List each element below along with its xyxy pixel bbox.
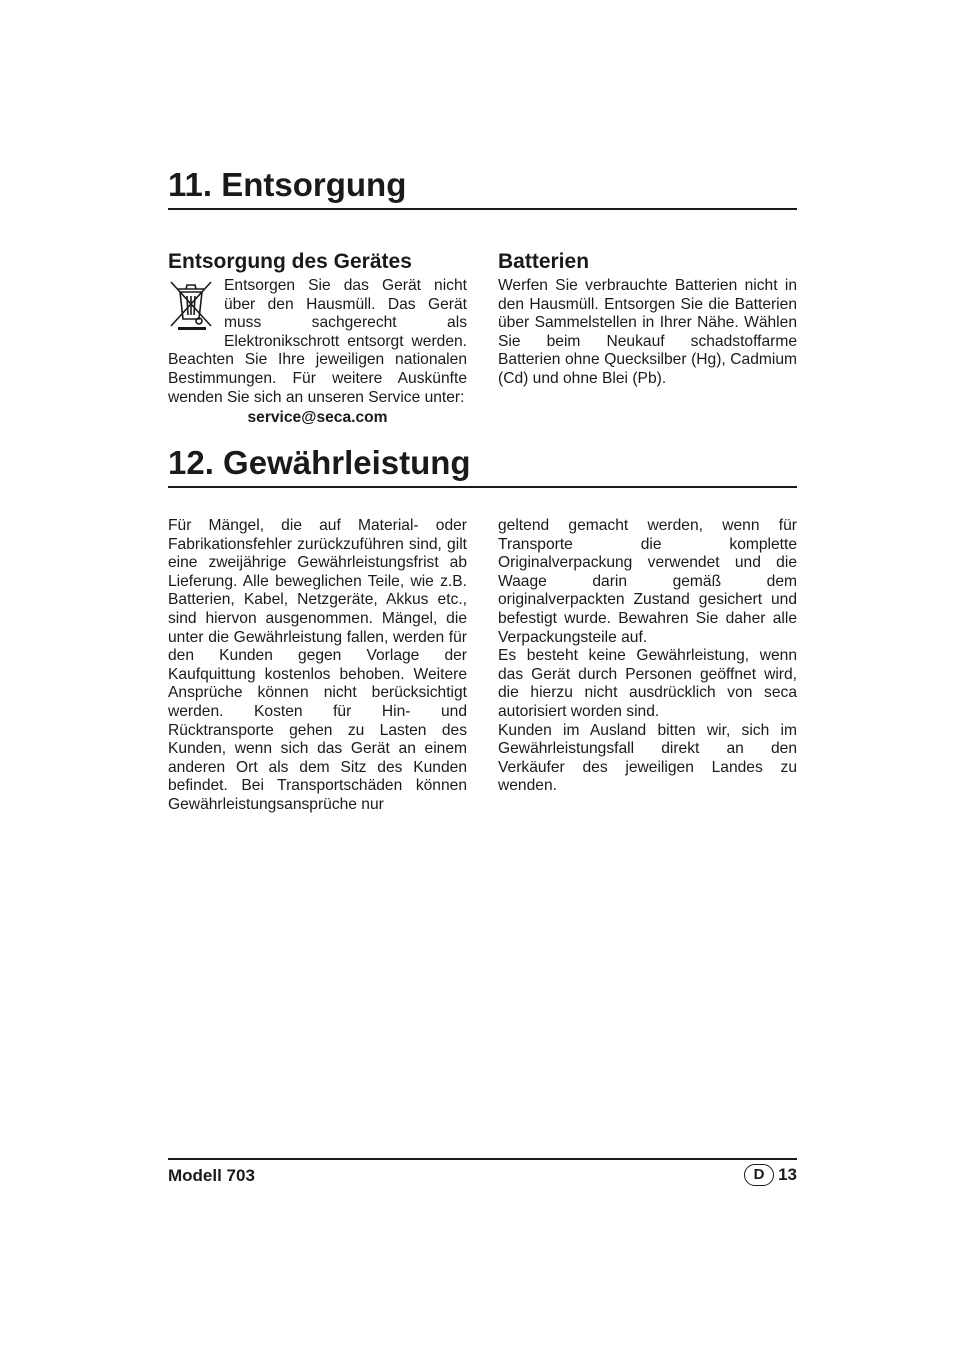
section-title-entsorgung: 11. Entsorgung <box>168 166 797 210</box>
gewaehrleistung-paragraph-4: Kunden im Ausland bitten wir, sich im Gewährleistungsfall direkt an den Verkäufer des jeweiligen Landes zu wenden. <box>498 721 797 795</box>
footer-page-info <box>744 1164 797 1186</box>
batterien-body <box>498 277 797 389</box>
footer-divider <box>168 1158 797 1160</box>
entsorgung-geraet-body <box>168 277 467 428</box>
batterien-text: Werfen Sie verbrauchte Batterien nicht in den Hausmüll. Entsorgen Sie die Batterien über Sammelstellen in Ihrer Nähe. Wählen Sie beim Neukauf schadstoffarme Batterien ohne Quecksilber (Hg), Cadmium (Cd) und ohne Blei (Pb). <box>498 277 797 387</box>
service-email: service@seca.com <box>247 409 388 427</box>
crossed-out-wheelie-bin-icon <box>168 279 214 331</box>
language-badge: D <box>744 1164 774 1186</box>
subheading-batterien: Batterien <box>498 250 590 273</box>
entsorgung-geraet-text: Entsorgen Sie das Gerät nicht über den Hausmüll. Das Gerät muss sachgerecht als Elektronikschrott entsorgt werden. Beachten Sie Ihre jeweiligen nationalen Bestimmungen. Für weitere Auskünfte wenden Sie sich an unseren Service unter: <box>168 277 467 406</box>
page-number: 13 <box>778 1165 797 1184</box>
gewaehrleistung-paragraph-3: Es besteht keine Gewährleistung, wenn das Gerät durch Personen geöffnet wird, die hierzu nicht ausdrücklich von seca autorisiert worden sind. <box>498 647 797 720</box>
subheading-entsorgung-geraet: Entsorgung des Gerätes <box>168 250 412 273</box>
section-title-gewaehrleistung: 12. Gewährleistung <box>168 444 797 488</box>
footer-model-name: Modell 703 <box>168 1166 255 1185</box>
gewaehrleistung-paragraph-2: geltend gemacht werden, wenn für Transporte die komplette Originalverpackung verwendet und die Waage darin gemäß dem originalverpackten Zustand gesichert und befestigt wurde. Bewahren Sie daher alle Verpackungsteile auf. <box>498 517 797 646</box>
gewaehrleistung-left-column <box>168 517 467 815</box>
gewaehrleistung-right-column <box>498 517 797 796</box>
gewaehrleistung-paragraph-1: Für Mängel, die auf Material- oder Fabrikationsfehler zurückzuführen sind, gilt eine zweijährige Gewährleistungsfrist ab Lieferung. Alle beweglichen Teile, wie z.B. Batterien, Kabel, Netzgeräte, Akkus etc., sind hiervon ausgenommen. Mängel, die unter die Gewährleistung fallen, werden für den Kunden gegen Vorlage der Kaufquittung kostenlos behoben. Weitere Ansprüche können nicht berücksichtigt werden. Kosten für Hin- und Rücktransporte gehen zu Lasten des Kunden, wenn sich das Gerät an einem anderen Ort als dem Sitz des Kunden befindet. Bei Transportschäden können Gewährleistungsansprüche nur <box>168 517 467 813</box>
